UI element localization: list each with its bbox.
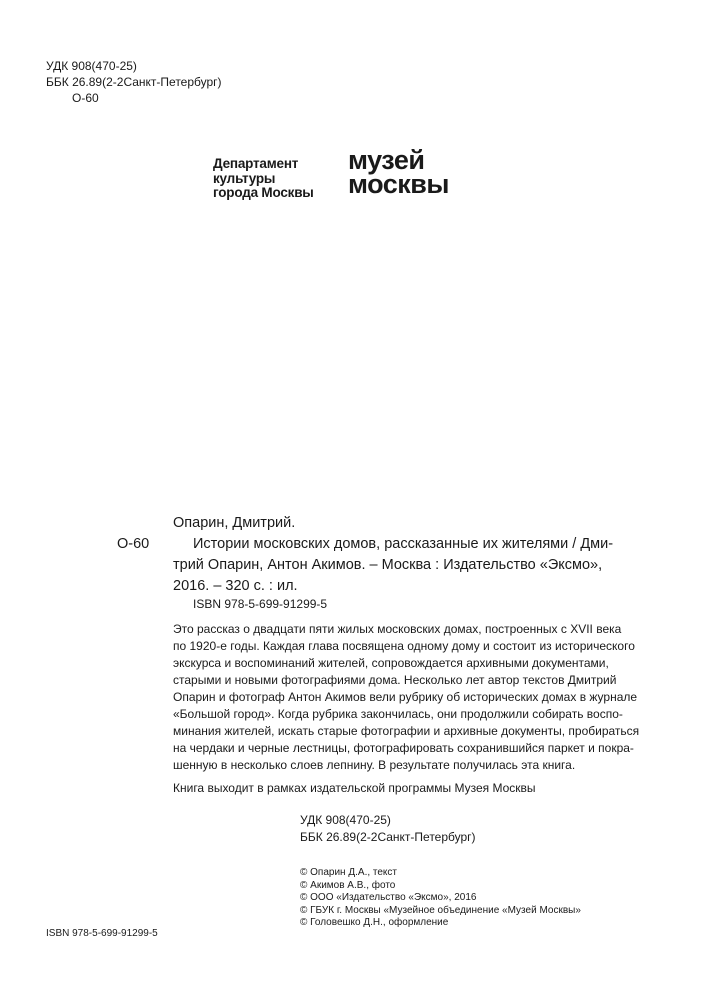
museum-logo-line: музей	[348, 145, 425, 175]
catalog-author-mark: О-60	[117, 536, 150, 552]
abstract-line: шенную в несколько слоев лепнину. В результате получилась эта книга.	[173, 758, 576, 772]
copyright-line: © ГБУК г. Москвы «Музейное объединение «Музей Москвы»	[300, 904, 581, 916]
department-logo	[213, 157, 314, 201]
catalog-isbn: ISBN 978-5-699-91299-5	[193, 597, 328, 611]
udk-code: УДК 908(470-25)	[300, 813, 391, 827]
abstract	[173, 621, 653, 774]
author-mark: О-60	[72, 91, 99, 105]
abstract-line: минания жителей, искать старые фотографии и архивные документы, пробираться	[173, 724, 640, 738]
bbk-code: ББК 26.89(2-2Санкт-Петербург)	[300, 830, 476, 844]
bottom-classification-codes	[300, 812, 476, 846]
copyright-line: © Опарин Д.А., текст	[300, 867, 398, 878]
abstract-line: старыми и новыми фотографиями дома. Несколько лет автор текстов Дмитрий	[173, 673, 617, 687]
department-logo-line: культуры	[213, 170, 276, 186]
bottom-isbn: ISBN 978-5-699-91299-5	[46, 928, 158, 939]
catalog-title-line: трий Опарин, Антон Акимов. – Москва : Издательство «Эксмо»,	[173, 557, 603, 573]
copyright-list	[300, 867, 581, 930]
program-note: Книга выходит в рамках издательской программы Музея Москвы	[173, 781, 536, 795]
abstract-line: Это рассказ о двадцати пяти жилых московских домах, построенных с XVII века	[173, 622, 622, 636]
top-classification-codes	[46, 58, 222, 106]
museum-logo	[348, 145, 449, 199]
abstract-line: по 1920-е годы. Каждая глава посвящена одному дому и состоит из исторического	[173, 639, 635, 653]
abstract-line: Опарин и фотограф Антон Акимов вели рубрику об исторических домах в журнале	[173, 690, 638, 704]
catalog-title	[173, 534, 643, 597]
copyright-line: © ООО «Издательство «Эксмо», 2016	[300, 892, 477, 904]
catalog-title-line: 2016. – 320 с. : ил.	[173, 578, 298, 594]
copyright-line: © Головешко Д.Н., оформление	[300, 917, 449, 929]
copyright-line: © Акимов А.В., фото	[300, 879, 396, 891]
abstract-line: «Большой город». Когда рубрика закончилась, они продолжили собирать воспо-	[173, 707, 623, 721]
abstract-line: на чердаки и черные лестницы, фотографировать сохранившийся паркет и покра-	[173, 741, 634, 755]
udk-code: УДК 908(470-25)	[46, 59, 137, 73]
department-logo-line: города Москвы	[213, 185, 314, 200]
bbk-code: ББК 26.89(2-2Санкт-Петербург)	[46, 75, 222, 89]
catalog-title-line: Истории московских домов, рассказанные их жителями / Дми-	[193, 536, 614, 552]
department-logo-line: Департамент	[213, 156, 299, 171]
abstract-line: экскурса и воспоминаний жителей, сопровождается архивными документами,	[173, 656, 609, 670]
museum-logo-line: москвы	[348, 169, 449, 199]
catalog-author: Опарин, Дмитрий.	[173, 515, 296, 531]
